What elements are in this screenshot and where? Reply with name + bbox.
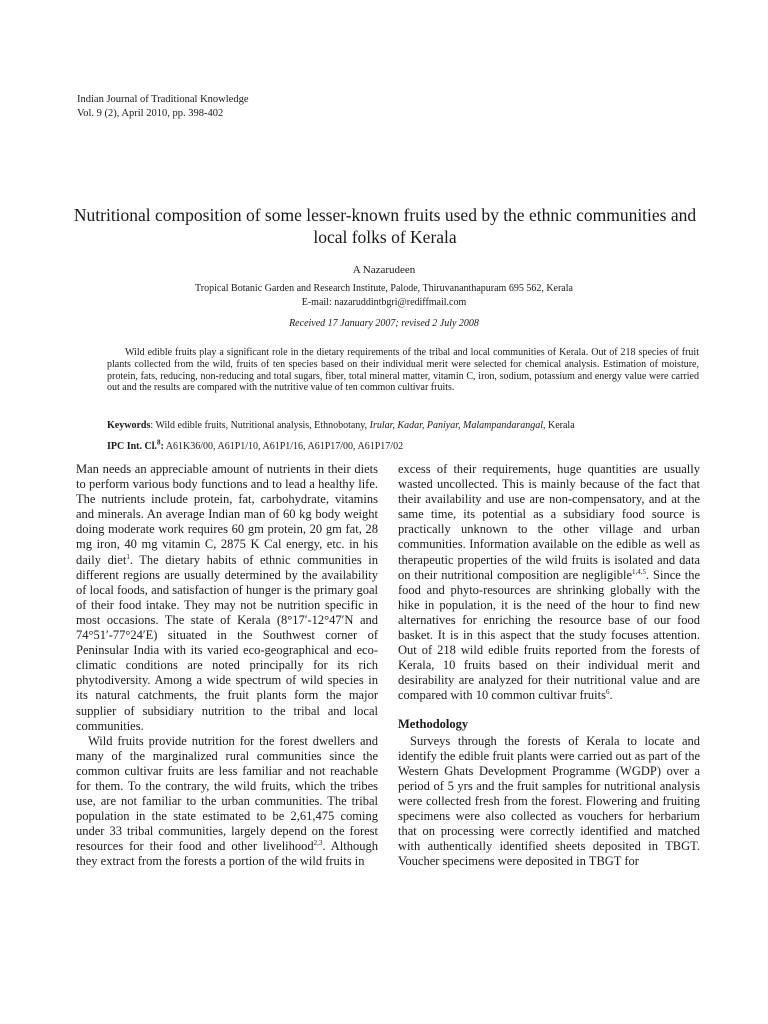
paper-title: Nutritional composition of some lesser-known fruits used by the ethnic communities and local folks of Kerala bbox=[73, 205, 697, 247]
body-paragraph: Surveys through the forests of Kerala to locate and identify the edible fruit plants were carried out as part of the Western Ghats Development Programme (WGDP) over a period of 5 yrs and the fruit samples for nutritional analysis were collected fresh from the forest. Flowering and fruiting specimens were also collected as vouchers for herbarium that on processing were correctly identified and matched with authentically identified sheets deposited in TBGT. Voucher specimens were deposited in TBGT for bbox=[398, 733, 700, 869]
ipc-line bbox=[107, 438, 707, 452]
citation-ref: 1,4,5 bbox=[632, 567, 647, 576]
affiliation: Tropical Botanic Garden and Research Institute, Palode, Thiruvananthapuram 695 562, Kerala bbox=[195, 283, 573, 294]
keywords-line bbox=[107, 420, 707, 431]
body-paragraph: Man needs an appreciable amount of nutrients in their diets to perform various body functions and to lead a healthy life. The nutrients include protein, fat, carbohydrate, vitamins and minerals. An average Indian man of 60 kg body weight doing moderate work requires 60 gm protein, 20 gm fat, 28 mg iron, 40 mg vitamin C, 2875 K Cal energy, etc. in his daily diet$^1$. The dietary habits of ethnic communities in different regions are usually determined by the availability of local foods, and satisfaction of hunger is the primary goal of their food intake. They may not be nutrition specific in most occasions. The state of Kerala (8°17′-12°47′N and 74°51′-77°24′E) situated in the Southwest corner of Peninsular India with its varied eco-geographical and eco-climatic conditions are noted principally for its rich phytodiversity. Among a wide spectrum of wild species in its natural catchments, the fruit plants form the major supplier of subsidiary nutrition to the tribal and local communities. bbox=[76, 462, 378, 733]
keywords-tribes: Irular, Kadar, Paniyar, Malampandarangal, bbox=[369, 420, 546, 431]
abstract: Wild edible fruits play a significant role in the dietary requirements of the tribal and local communities of Kerala. Out of 218 species of fruit plants collected from the wild, fruits of ten species based on their individual merit were selected for chemical analysis. Estimation of moisture, protein, fats, reducing, non-reducing and total sugars, fiber, total mineral matter, vitamin C, iron, sodium, potassium and energy value were carried out and the results are compared with the nutritive value of ten common cultivar fruits. bbox=[107, 347, 699, 394]
journal-info bbox=[77, 93, 248, 121]
ipc-codes: A61K36/00, A61P1/10, A61P1/16, A61P17/00, A61P17/02 bbox=[163, 441, 404, 452]
affiliation-block bbox=[0, 282, 768, 310]
keywords-text: : Wild edible fruits, Nutritional analysis, Ethnobotany, bbox=[150, 420, 370, 431]
received-dates: Received 17 January 2007; revised 2 July 2008 bbox=[289, 318, 479, 329]
body-paragraph: Wild fruits provide nutrition for the forest dwellers and many of the marginalized rural communities since the common cultivar fruits are less familiar and not reachable for them. To the contrary, the wild fruits, which the tribes use, are not familiar to the urban communities. The tribal population in the state estimated to be 2,61,475 coming under 33 tribal communities, largely depend on the forest resources for their food and other livelihood$^{2,3}$. Although they extract from the forests a portion of the wild fruits in bbox=[76, 733, 378, 869]
ipc-label: IPC Int. Cl.$^8$: bbox=[107, 438, 164, 452]
keywords-end: Kerala bbox=[545, 420, 575, 431]
body-column-left bbox=[76, 462, 378, 870]
citation-ref: 6 bbox=[605, 688, 610, 697]
author-email: E-mail: nazaruddintbgri@rediffmail.com bbox=[301, 297, 467, 308]
journal-volume: Vol. 9 (2), April 2010, pp. 398-402 bbox=[77, 108, 224, 119]
citation-ref: 1 bbox=[126, 552, 130, 561]
journal-name: Indian Journal of Traditional Knowledge bbox=[77, 94, 249, 105]
author-name: A Nazarudeen bbox=[352, 264, 416, 276]
body-column-right bbox=[398, 462, 700, 869]
body-paragraph: excess of their requirements, huge quantities are usually wasted uncollected. This is mainly because of the fact that their availability and use are non-compensatory, and at the same time, its potential as a subsidiary food source is practically unknown to the other village and urban communities. Information available on the edible as well as therapeutic properties of the wild fruits is isolated and data on their nutritional composition are negligible$^{1,4,5}$. Since the food and phyto-resources are shrinking globally with the hike in population, it is the need of the hour to find new alternatives for enriching the resource base of our food basket. It is in this aspect that the study focuses attention. Out of 218 wild edible fruits reported from the forests of Kerala, 10 fruits based on their individual merit and desirability are analyzed for their nutritional value and are compared with 10 common cultivar fruits$^6$. bbox=[398, 462, 700, 703]
keywords-label: Keywords bbox=[107, 420, 151, 431]
citation-ref: 2,3 bbox=[313, 839, 323, 848]
section-heading-methodology: Methodology bbox=[398, 716, 469, 731]
